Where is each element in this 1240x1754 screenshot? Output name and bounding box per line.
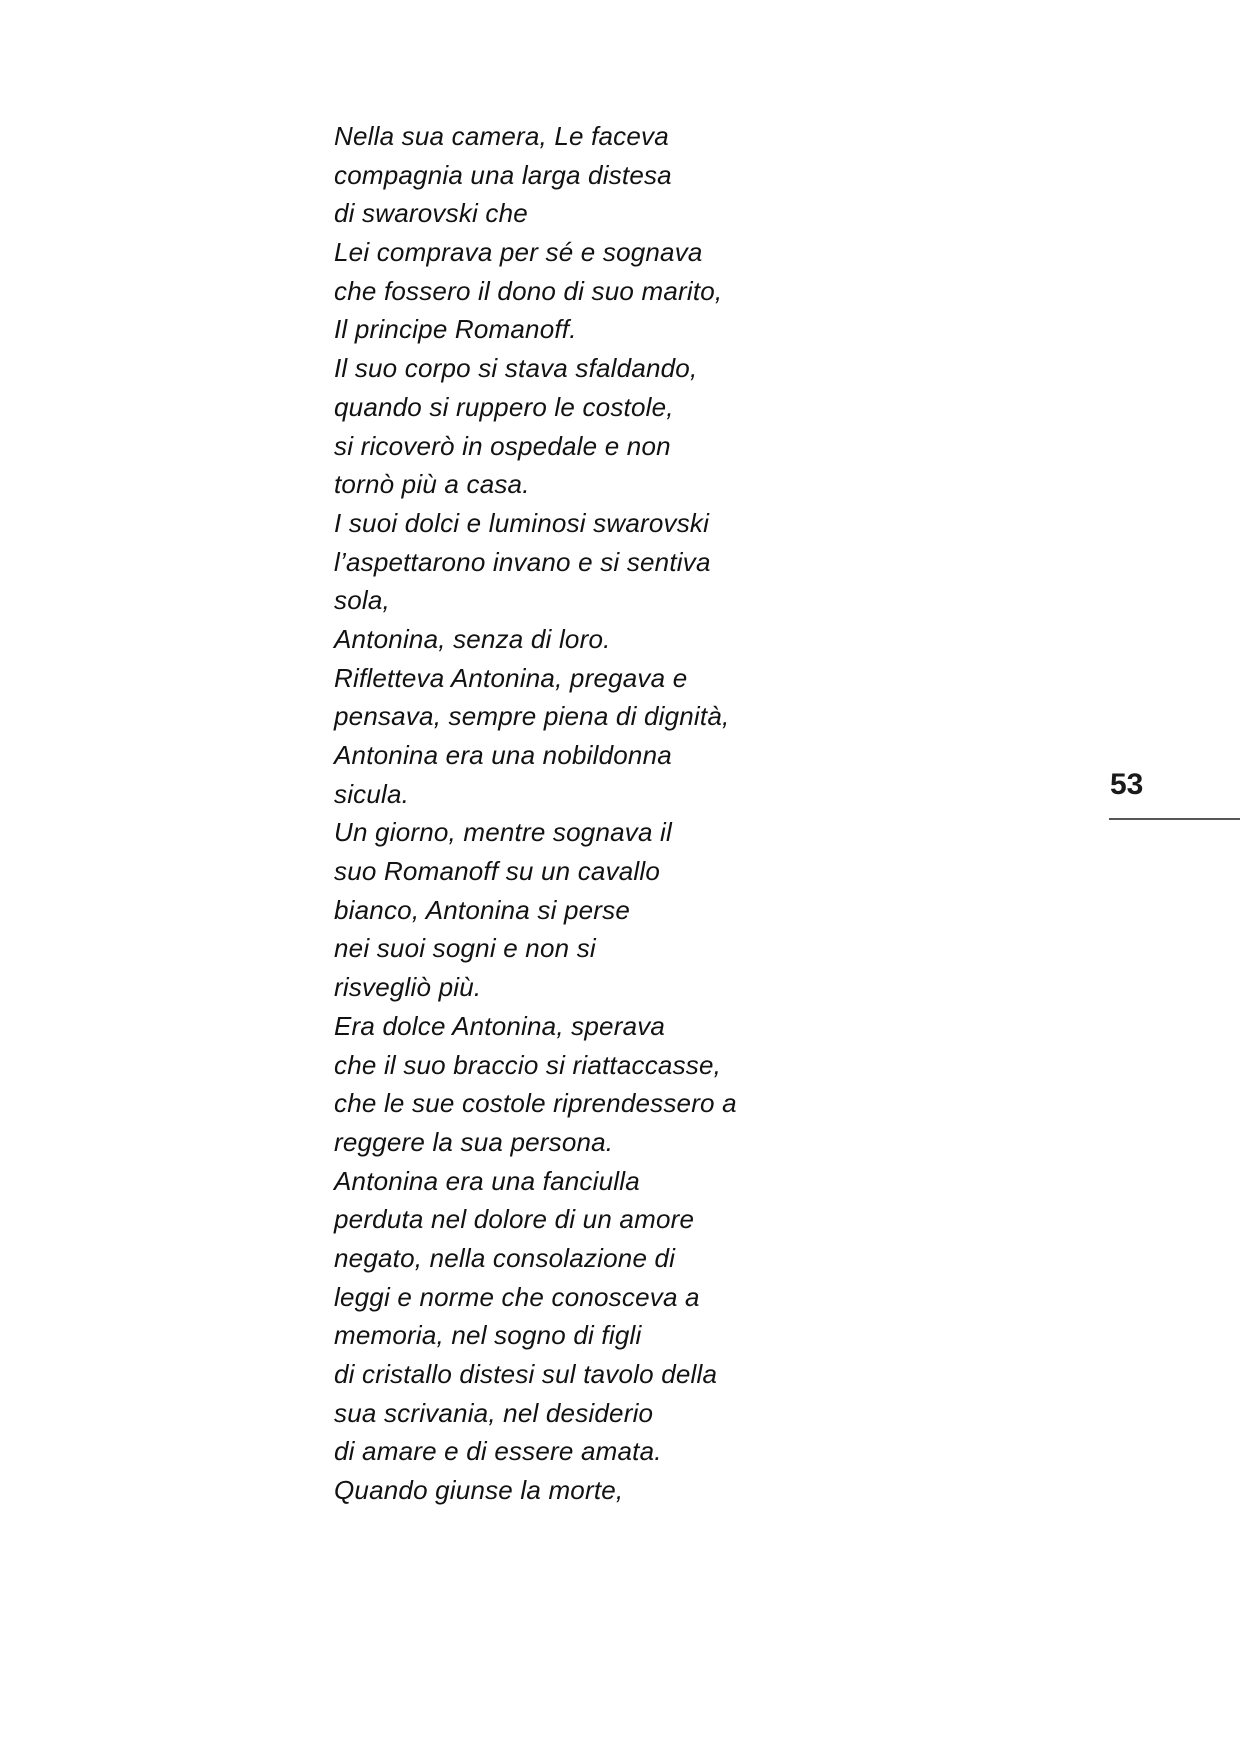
poem-line: nei suoi sogni e non si (334, 933, 596, 964)
poem-line: che fossero il dono di suo marito, (334, 275, 723, 306)
poem-line: bianco, Antonina si perse (334, 894, 631, 925)
poem-line: sua scrivania, nel desiderio (334, 1397, 654, 1428)
poem-line: Il principe Romanoff. (334, 314, 577, 345)
poem-line: Antonina era una nobildonna (334, 740, 672, 770)
poem-line: Quando giunse la morte, (334, 1475, 624, 1506)
poem-line: compagnia una larga distesa (334, 159, 672, 190)
poem-line: I suoi dolci e luminosi swarovski (334, 507, 710, 538)
poem-line: di cristallo distesi sul tavolo della (334, 1359, 718, 1389)
poem-line: memoria, nel sogno di figli (334, 1320, 642, 1351)
poem-line: tornò più a casa. (334, 469, 530, 500)
poem-line: sola, (334, 585, 390, 616)
poem-line: Antonina, senza di loro. (334, 623, 611, 654)
poem-line: quando si ruppero le costole, (334, 391, 674, 422)
poem-line: Lei comprava per sé e sognava (334, 237, 703, 268)
poem-line: reggere la sua persona. (334, 1126, 614, 1157)
poem-line: perduta nel dolore di un amore (334, 1204, 695, 1235)
poem-line: Antonina era una fanciulla (334, 1165, 640, 1196)
poem-text-block (334, 117, 737, 1510)
poem-line: Un giorno, mentre sognava il (334, 817, 673, 848)
poem-line: Rifletteva Antonina, pregava e (334, 662, 688, 693)
poem-line: pensava, sempre piena di dignità, (334, 701, 730, 732)
poem-line: che le sue costole riprendessero a (334, 1088, 737, 1119)
poem-line: leggi e norme che conosceva a (334, 1281, 700, 1312)
poem-line: suo Romanoff su un cavallo (334, 856, 661, 887)
poem-line: risvegliò più. (334, 972, 482, 1003)
poem-line: l’aspettarono invano e si sentiva (334, 546, 711, 577)
poem-line: si ricoverò in ospedale e non (334, 430, 671, 461)
poem-line: che il suo braccio si riattaccasse, (334, 1049, 722, 1080)
page-number: 53 (1110, 768, 1144, 801)
poem-line: Era dolce Antonina, sperava (334, 1010, 666, 1041)
poem-line: di swarovski che (334, 198, 528, 229)
poem-line: Il suo corpo si stava sfaldando, (334, 353, 698, 384)
poem-line: di amare e di essere amata. (334, 1436, 662, 1467)
poem-line: Nella sua camera, Le faceva (334, 121, 669, 151)
poem-line: negato, nella consolazione di (334, 1242, 676, 1273)
page-number-rule (1109, 818, 1240, 820)
poem-line: sicula. (334, 778, 410, 809)
